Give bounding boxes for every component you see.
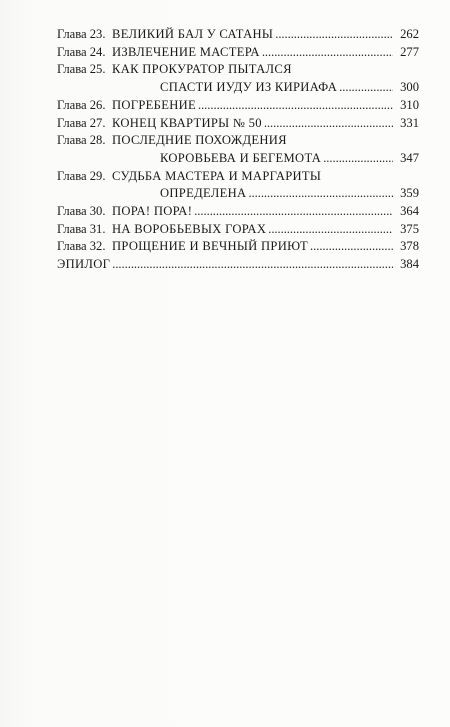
toc-entry-epilog bbox=[57, 256, 419, 274]
chapter-title: ПОРА! ПОРА! bbox=[112, 204, 193, 219]
page-number: 347 bbox=[400, 150, 419, 165]
dot-leader bbox=[268, 221, 393, 239]
chapter-label: Глава 23. bbox=[57, 27, 106, 41]
toc-entry bbox=[57, 61, 419, 96]
chapter-title: ВЕЛИКИЙ БАЛ У САТАНЫ bbox=[112, 27, 274, 41]
toc-entry bbox=[57, 221, 419, 239]
toc-entry bbox=[57, 26, 419, 44]
page-number: 364 bbox=[400, 204, 419, 219]
chapter-label: Глава 28. bbox=[57, 133, 106, 148]
epilog-title: ЭПИЛОГ bbox=[57, 257, 111, 272]
chapter-title: НА ВОРОБЬЕВЫХ ГОРАХ bbox=[112, 221, 267, 236]
toc-entry bbox=[57, 97, 419, 115]
dot-leader bbox=[198, 97, 393, 115]
dot-leader bbox=[275, 26, 393, 44]
page-number: 310 bbox=[400, 97, 419, 112]
page-number: 359 bbox=[400, 186, 419, 201]
chapter-title: ПОСЛЕДНИЕ ПОХОЖДЕНИЯ bbox=[112, 133, 287, 148]
page-number: 300 bbox=[400, 80, 419, 95]
page-number: 375 bbox=[400, 221, 419, 236]
page-number: 384 bbox=[400, 257, 419, 272]
dot-leader bbox=[262, 44, 393, 62]
chapter-label: Глава 27. bbox=[57, 115, 106, 130]
dot-leader bbox=[264, 115, 393, 133]
chapter-label: Глава 30. bbox=[57, 204, 106, 219]
dot-leader bbox=[323, 150, 393, 168]
chapter-title-continued: СПАСТИ ИУДУ ИЗ КИРИАФА bbox=[160, 80, 338, 95]
chapter-title: ПОГРЕБЕНИЕ bbox=[112, 97, 196, 112]
page-number: 331 bbox=[400, 115, 419, 130]
dot-leader bbox=[310, 238, 393, 256]
dot-leader bbox=[112, 256, 393, 274]
toc-entry bbox=[57, 44, 419, 62]
chapter-label: Глава 24. bbox=[57, 44, 106, 59]
chapter-title: КАК ПРОКУРАТОР ПЫТАЛСЯ bbox=[112, 62, 292, 77]
chapter-title-continued: КОРОВЬЕВА И БЕГЕМОТА bbox=[160, 150, 322, 165]
page-number: 378 bbox=[400, 239, 419, 254]
page-number: 277 bbox=[400, 44, 419, 59]
chapter-label: Глава 31. bbox=[57, 221, 106, 236]
toc-entry bbox=[57, 168, 419, 203]
page-number: 262 bbox=[400, 27, 419, 41]
chapter-title: ПРОЩЕНИЕ И ВЕЧНЫЙ ПРИЮТ bbox=[112, 239, 309, 254]
chapter-title: ИЗВЛЕЧЕНИЕ МАСТЕРА bbox=[112, 44, 260, 59]
chapter-label: Глава 26. bbox=[57, 97, 106, 112]
chapter-label: Глава 29. bbox=[57, 168, 106, 183]
chapter-title-continued: ОПРЕДЕЛЕНА bbox=[160, 186, 247, 201]
chapter-label: Глава 25. bbox=[57, 62, 106, 77]
toc-entry bbox=[57, 115, 419, 133]
chapter-label: Глава 32. bbox=[57, 239, 106, 254]
toc-entry bbox=[57, 203, 419, 221]
dot-leader bbox=[248, 185, 393, 203]
dot-leader bbox=[194, 203, 393, 221]
table-of-contents bbox=[57, 26, 419, 274]
chapter-title: СУДЬБА МАСТЕРА И МАРГАРИТЫ bbox=[112, 168, 322, 183]
toc-entry bbox=[57, 132, 419, 167]
chapter-title: КОНЕЦ КВАРТИРЫ № 50 bbox=[112, 115, 262, 130]
toc-entry bbox=[57, 238, 419, 256]
dot-leader bbox=[339, 79, 393, 97]
